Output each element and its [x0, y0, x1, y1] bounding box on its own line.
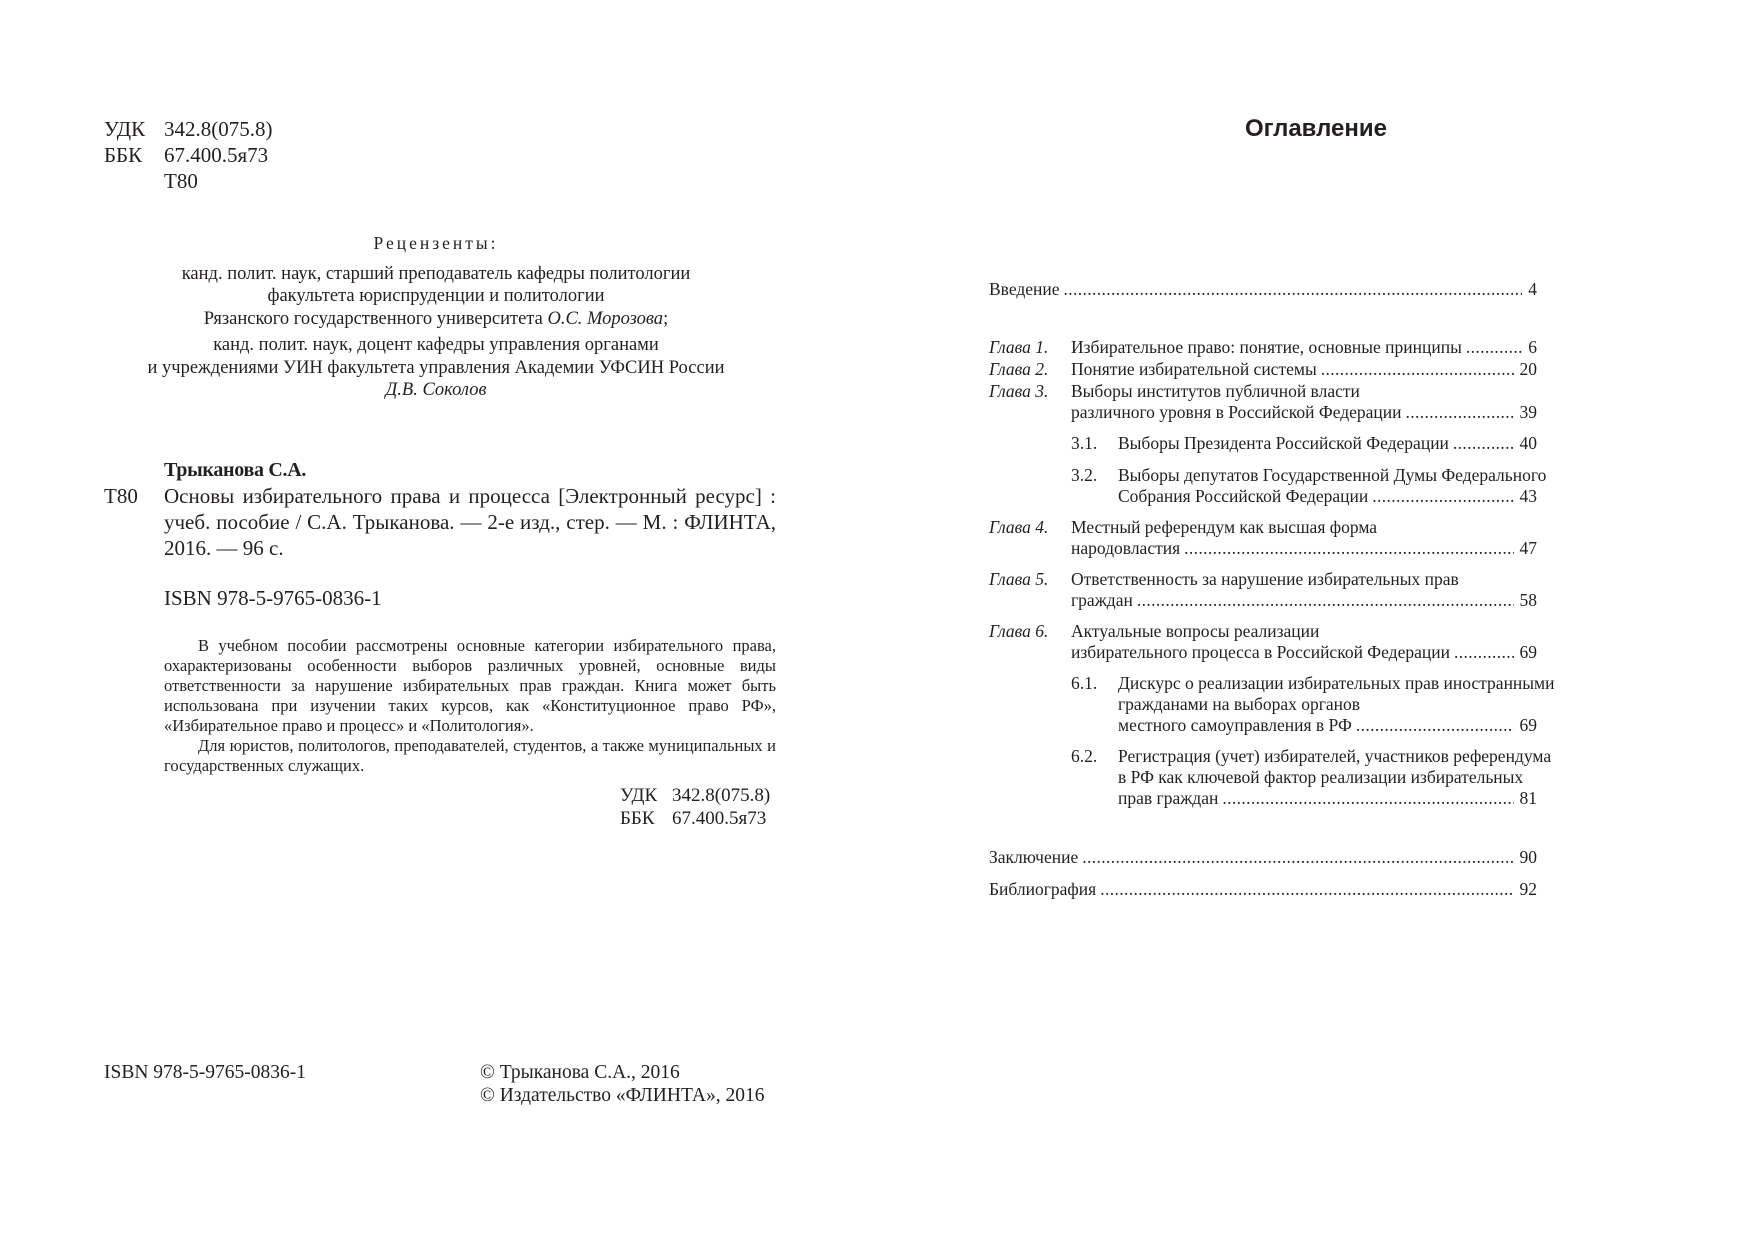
reviewer-1-line [100, 308, 772, 331]
toc-line [1118, 715, 1537, 736]
toc-page-number: 40 [1519, 433, 1537, 453]
dot-leader [1321, 359, 1514, 380]
reviewer-1-line: канд. полит. наук, старший преподаватель кафедры политологии [181, 263, 691, 284]
author-sign: Т80 [164, 169, 198, 193]
chapter-label: Глава 1. [989, 337, 1049, 357]
toc-page-number: 58 [1519, 590, 1537, 610]
reviewer-1-line: факультета юриспруденции и политологии [267, 286, 605, 306]
toc-page-number: 39 [1519, 402, 1537, 422]
toc-entry-chapter-2[interactable] [989, 359, 1537, 380]
bib-text: Основы избирательного права и процесса [Электронный ресурс] : учеб. пособие / С.А. Трыканова. — 2-е изд., стер. — М. : ФЛИНТА, 2016. — 96 с. [164, 484, 776, 560]
copyright-author: © Трыканова С.А., 2016 [480, 1062, 680, 1083]
toc-line [1118, 433, 1537, 454]
toc-page-number: 20 [1519, 359, 1537, 379]
toc-page-number: 47 [1519, 538, 1537, 558]
dot-leader [1356, 715, 1514, 736]
chapter-label: Глава 3. [989, 381, 1049, 401]
toc-entry-title: местного самоуправления в РФ [1118, 715, 1352, 735]
toc-entry-bibliography[interactable] [989, 879, 1537, 900]
toc-line: Регистрация (учет) избирателей, участников референдума [1118, 746, 1552, 766]
classification-codes [104, 116, 273, 194]
annotation-paragraph: Для юристов, политологов, преподавателей, студентов, а также муниципальных и государственных служащих. [164, 736, 776, 775]
dot-leader [1372, 486, 1513, 507]
toc-line: Ответственность за нарушение избирательных прав [1071, 569, 1459, 589]
toc-entry-body [1118, 465, 1547, 507]
toc-line [989, 279, 1537, 300]
toc-line: гражданами на выборах органов [1118, 694, 1361, 714]
toc-entry-title: Заключение [989, 847, 1079, 867]
toc-line [1071, 402, 1537, 423]
toc-entry-section-3-2[interactable] [989, 465, 1547, 507]
toc-line: Дискурс о реализации избирательных прав иностранными [1118, 673, 1555, 693]
toc-entry-title: различного уровня в Российской Федерации [1071, 402, 1402, 422]
dot-leader [1466, 337, 1522, 358]
bbk-label: ББК [104, 143, 143, 167]
udk-label: УДК [104, 117, 146, 141]
toc-title: Оглавление [1245, 115, 1387, 142]
toc-entry-title: прав граждан [1118, 788, 1219, 808]
bbk-label: ББК [620, 808, 655, 829]
toc-line [1071, 337, 1537, 358]
toc-entry-chapter-5[interactable] [989, 569, 1537, 611]
toc-entry-title: Понятие избирательной системы [1071, 359, 1317, 379]
udk-label: УДК [620, 785, 658, 806]
toc-entry-title: Выборы Президента Российской Федерации [1118, 433, 1449, 453]
dot-leader [1064, 279, 1523, 300]
chapter-label: Глава 2. [989, 359, 1049, 379]
bbk-row [104, 142, 273, 168]
dot-leader [1082, 847, 1513, 868]
annotation-codes [620, 784, 770, 830]
toc-entry-title: Собрания Российской Федерации [1118, 486, 1369, 506]
reviewer-2-name: Д.В. Соколов [385, 380, 487, 400]
toc-page-number: 43 [1519, 486, 1537, 506]
chapter-label: Глава 6. [989, 621, 1049, 641]
toc-entry-body [1118, 433, 1537, 454]
reviewer-1 [100, 263, 772, 331]
toc-entry-conclusion[interactable] [989, 847, 1537, 868]
dot-leader [1184, 538, 1513, 559]
toc-entry-chapter-6[interactable] [989, 621, 1537, 663]
reviewer-2-line: и учреждениями УИН факультета управления Академии УФСИН России [147, 357, 725, 378]
dot-leader [1406, 402, 1514, 423]
toc-page-number: 69 [1519, 715, 1537, 735]
footer-isbn: ISBN 978-5-9765-0836-1 [104, 1062, 307, 1083]
section-number: 6.2. [1071, 746, 1098, 766]
toc-entry-body [1118, 673, 1555, 736]
reviewer-1-name: О.С. Морозова [547, 308, 664, 329]
toc-line: Выборы депутатов Государственной Думы Федерального [1118, 465, 1547, 485]
toc-entry-title: Библиография [989, 879, 1097, 899]
left-page [0, 0, 877, 1240]
toc-entry-title: Избирательное право: понятие, основные принципы [1071, 337, 1462, 357]
toc-line [989, 879, 1537, 900]
toc-line [1118, 486, 1537, 507]
toc-entry-title: избирательного процесса в Российской Федерации [1071, 642, 1450, 662]
dot-leader [1100, 879, 1513, 900]
toc-line [1071, 538, 1537, 559]
toc-entry-body [1071, 517, 1537, 559]
dot-leader [1222, 788, 1513, 809]
toc-line: Актуальные вопросы реализации [1071, 621, 1320, 641]
toc-entry-chapter-3[interactable] [989, 381, 1537, 423]
dot-leader [1453, 433, 1514, 454]
toc-line [1118, 788, 1537, 809]
toc-entry-section-3-1[interactable] [989, 433, 1537, 454]
toc-page-number: 81 [1519, 788, 1537, 808]
reviewer-2 [100, 334, 772, 402]
right-page [877, 0, 1755, 1240]
dot-leader [1137, 590, 1514, 611]
author-sign-row [104, 168, 273, 194]
toc-line: в РФ как ключевой фактор реализации избирательных [1118, 767, 1524, 787]
toc-line: Выборы институтов публичной власти [1071, 381, 1360, 401]
section-number: 3.2. [1071, 465, 1098, 485]
copyright-notices [480, 1061, 764, 1107]
toc-line [989, 847, 1537, 868]
toc-entry-chapter-1[interactable] [989, 337, 1537, 358]
annotation-paragraph: В учебном пособии рассмотрены основные категории избирательного права, охарактеризованы особенности выборов различных уровней, основные виды ответственности за нарушение избирательных прав граждан. Книга может быть использована при изучении таких курсов, как «Конституционное право РФ», «Избирательное право и процесс» и «Политология». [164, 636, 776, 735]
reviewers-heading: Рецензенты: [373, 233, 499, 253]
toc-entry-body [1118, 746, 1552, 809]
annotation [164, 636, 776, 776]
toc-entry-title: Введение [989, 279, 1060, 299]
toc-entry-body [1071, 569, 1537, 611]
section-number: 6.1. [1071, 673, 1098, 693]
reviewer-1-affiliation: Рязанского государственного университета [203, 308, 543, 329]
udk-value: 342.8(075.8) [164, 117, 273, 141]
toc-entry-chapter-4[interactable] [989, 517, 1537, 559]
bib-entry [104, 483, 776, 561]
section-number: 3.1. [1071, 433, 1098, 453]
toc-line: Местный референдум как высшая форма [1071, 517, 1378, 537]
reviewer-2-line: канд. полит. наук, доцент кафедры управления органами [213, 335, 659, 355]
udk-row [104, 116, 273, 142]
toc-entry-section-6-1[interactable] [989, 673, 1555, 736]
reviewers [100, 232, 772, 406]
toc-line [1071, 590, 1537, 611]
bbk-value: 67.400.5я73 [164, 143, 269, 167]
bbk-value: 67.400.5я73 [672, 808, 767, 829]
toc-page-number: 90 [1519, 847, 1537, 867]
bbk-row [620, 807, 770, 830]
toc-entry-body [1071, 381, 1537, 423]
isbn: ISBN 978-5-9765-0836-1 [164, 586, 382, 610]
toc-page-number: 4 [1528, 279, 1537, 299]
toc-line [1071, 642, 1537, 663]
udk-row [620, 784, 770, 807]
toc-page-number: 6 [1528, 337, 1537, 357]
toc-page-number: 92 [1519, 879, 1537, 899]
udk-value: 342.8(075.8) [672, 785, 771, 806]
toc-entry-body [1071, 359, 1537, 380]
bib-author: Трыканова С.А. [164, 459, 307, 481]
bibliographic-record [104, 458, 776, 611]
toc-entry-body [1071, 337, 1537, 358]
chapter-label: Глава 5. [989, 569, 1049, 589]
bib-code: Т80 [104, 484, 138, 508]
reviewer-1-punct: ; [663, 308, 669, 329]
toc-page-number: 69 [1519, 642, 1537, 662]
toc-entry-title: народовластия [1071, 538, 1181, 558]
toc-line [1071, 359, 1537, 380]
toc-entry-title: граждан [1071, 590, 1133, 610]
toc-entry-introduction[interactable] [989, 279, 1537, 300]
toc-entry-section-6-2[interactable] [989, 746, 1552, 809]
toc-entry-body [1071, 621, 1537, 663]
copyright-publisher: © Издательство «ФЛИНТА», 2016 [480, 1085, 765, 1106]
chapter-label: Глава 4. [989, 517, 1049, 537]
dot-leader [1454, 642, 1514, 663]
